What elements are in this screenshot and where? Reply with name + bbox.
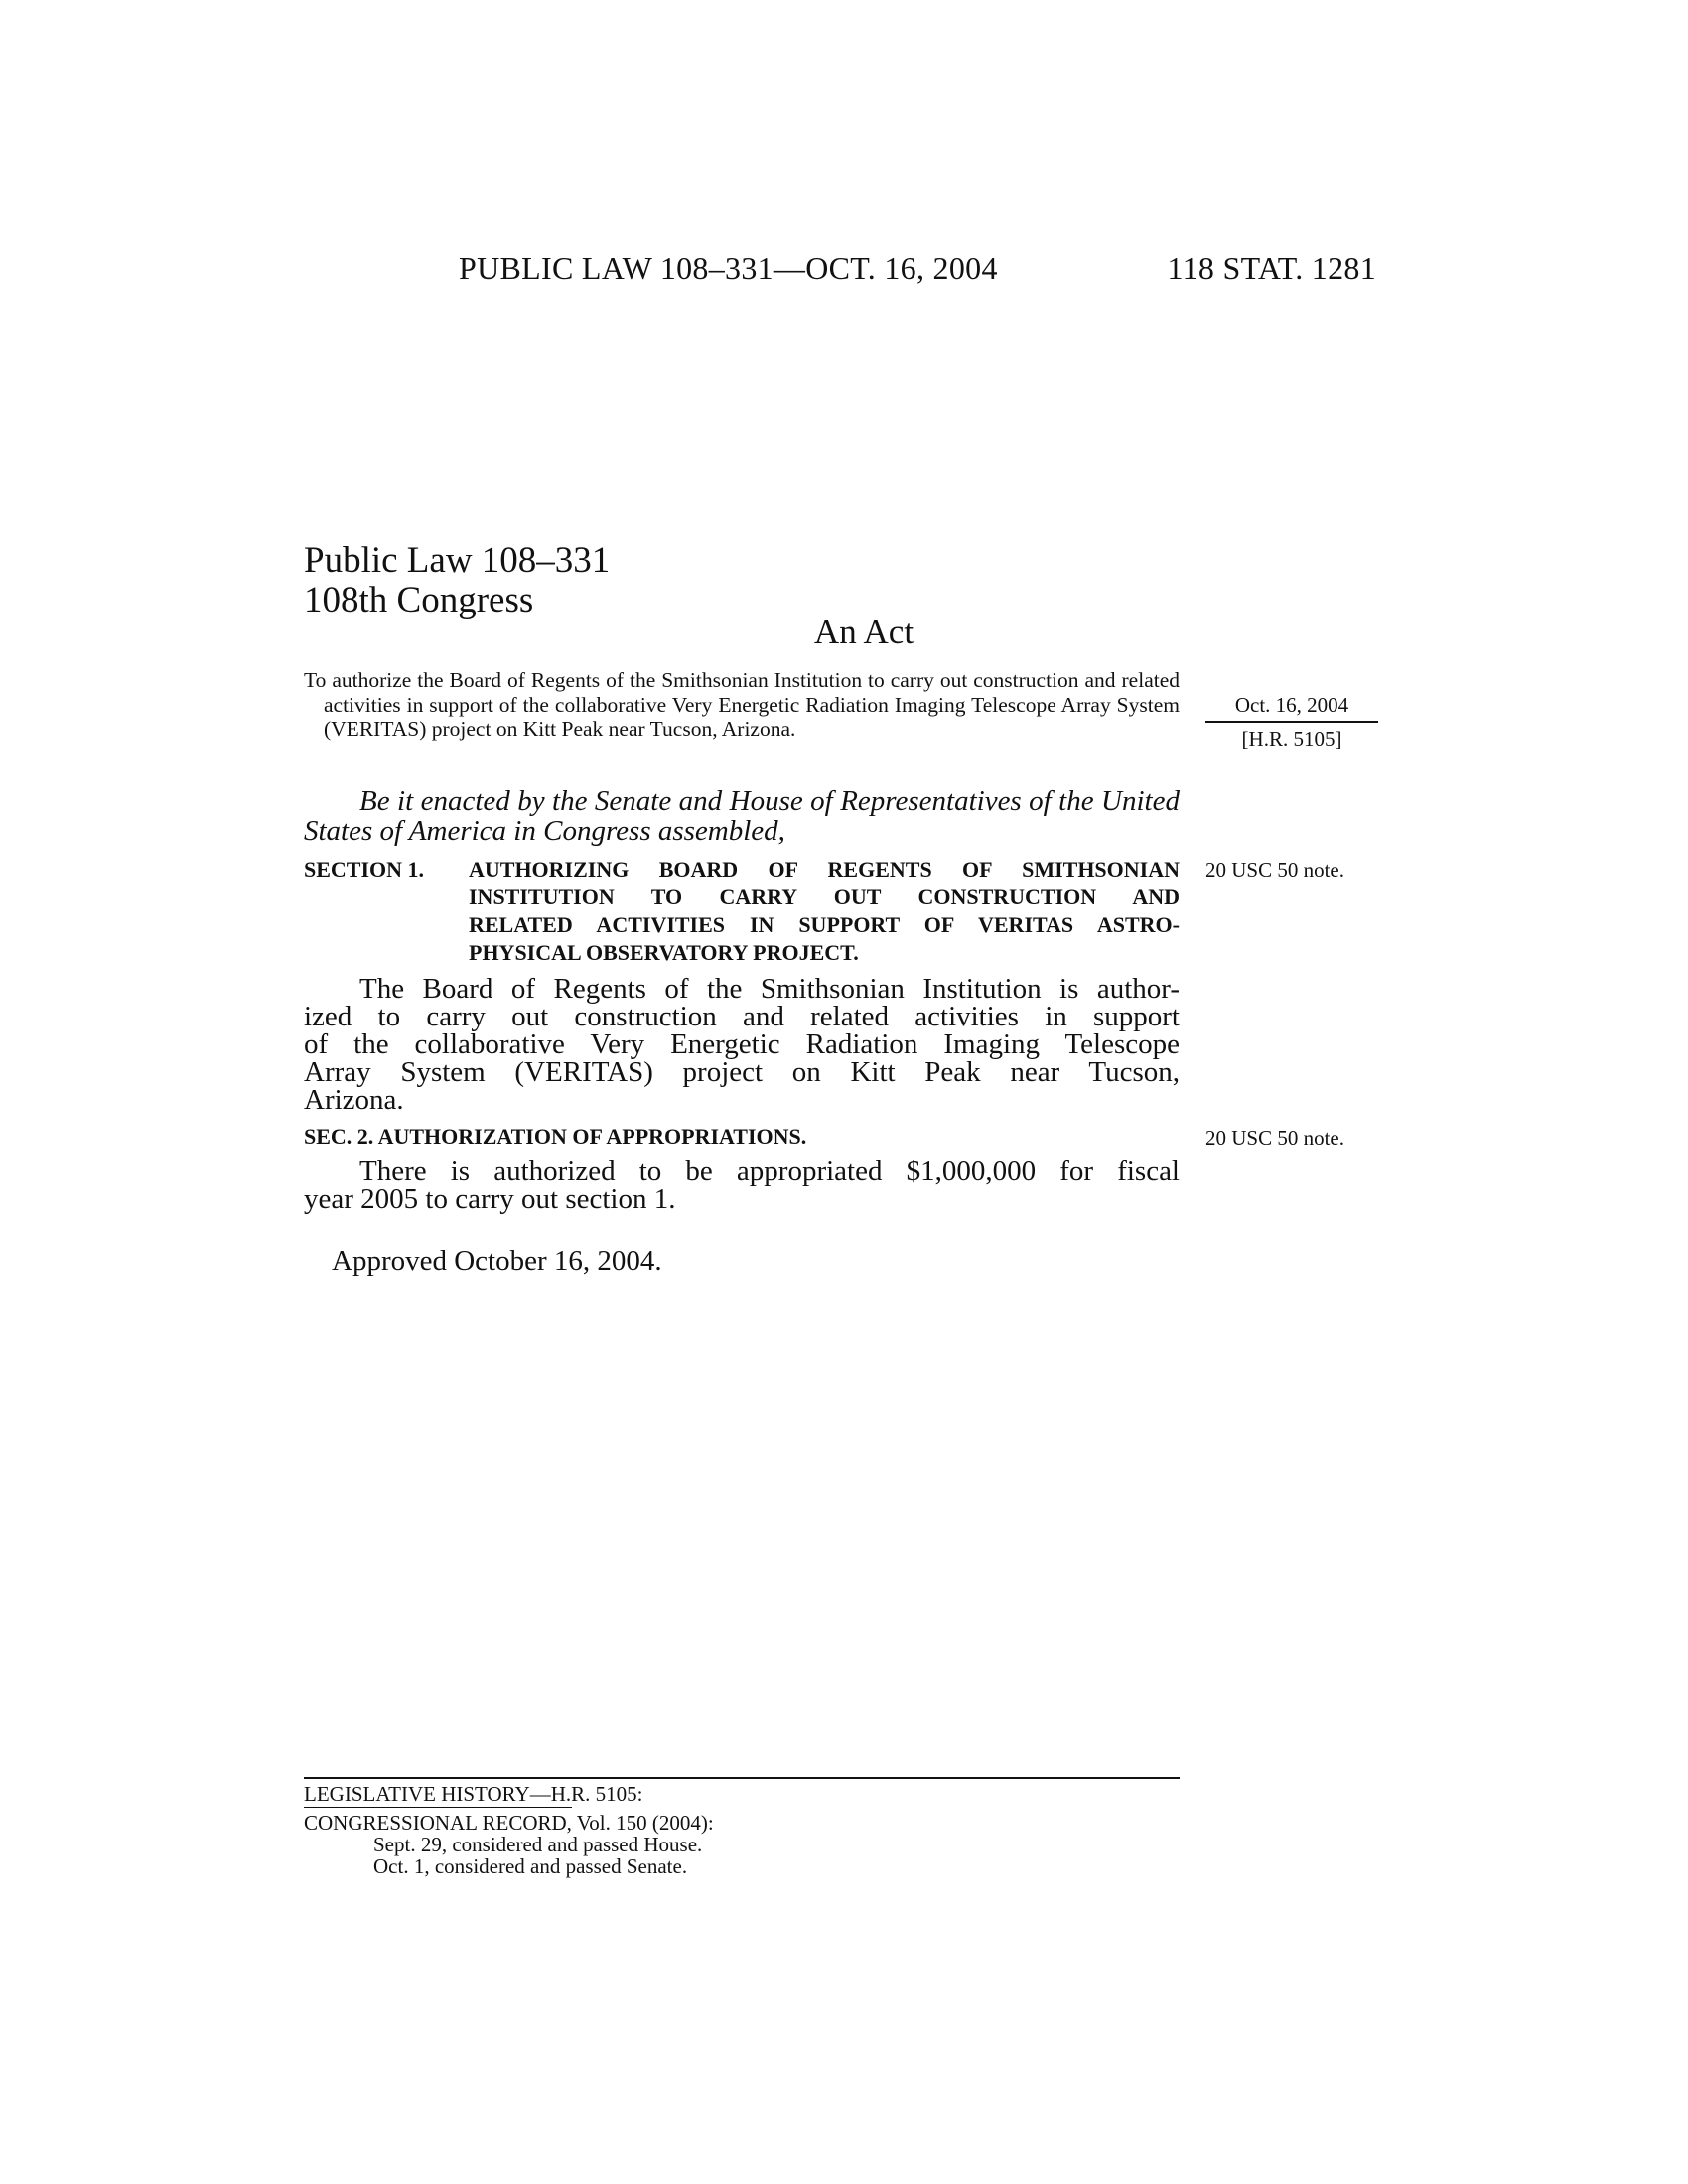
- legislative-history-underline: [304, 1807, 572, 1808]
- section-1-heading-line: RELATED ACTIVITIES IN SUPPORT OF VERITAS ASTRO-: [469, 912, 1180, 937]
- section-1-body-line: Array System (VERITAS) project on Kitt Peak near Tucson,: [304, 1056, 1180, 1088]
- section-1-body-line: of the collaborative Very Energetic Radiation Imaging Telescope: [304, 1028, 1180, 1060]
- enacting-clause: Be it enacted by the Senate and House of Representatives of the United States of America in Congress assembled,: [304, 785, 1180, 847]
- section-2-heading: SEC. 2. AUTHORIZATION OF APPROPRIATIONS.: [304, 1124, 807, 1149]
- congressional-record-reference: CONGRESSIONAL RECORD, Vol. 150 (2004):: [304, 1811, 714, 1835]
- section-1-heading-line: INSTITUTION TO CARRY OUT CONSTRUCTION AND: [469, 885, 1180, 909]
- law-title-block: [304, 541, 610, 620]
- congress-number: 108th Congress: [304, 580, 534, 620]
- section-1-label: SECTION 1.: [304, 857, 425, 882]
- section-2-body: [304, 1158, 1180, 1213]
- section-1-body-line: The Board of Regents of the Smithsonian Institution is author-: [359, 973, 1180, 1005]
- act-title: An Act: [813, 613, 914, 651]
- section-1-body-line: ized to carry out construction and related activities in support: [304, 1001, 1180, 1032]
- legislative-history-item: Sept. 29, considered and passed House.: [373, 1833, 703, 1856]
- section-1-heading-line: AUTHORIZING BOARD OF REGENTS OF SMITHSONIAN: [469, 857, 1180, 882]
- approval-date: Approved October 16, 2004.: [332, 1245, 662, 1277]
- legislative-history-item: Oct. 1, considered and passed Senate.: [373, 1854, 688, 1878]
- section-1-heading: [469, 856, 1180, 967]
- public-law-number: Public Law 108–331: [304, 540, 611, 581]
- margin-note-section-1: 20 USC 50 note.: [1205, 858, 1345, 882]
- section-1-heading-line: PHYSICAL OBSERVATORY PROJECT.: [469, 940, 859, 965]
- margin-divider: [1205, 721, 1378, 723]
- section-2-body-line: There is authorized to be appropriated $1,000,000 for fiscal: [359, 1156, 1180, 1187]
- margin-note-section-2: 20 USC 50 note.: [1205, 1126, 1345, 1150]
- running-head-citation: PUBLIC LAW 108–331—OCT. 16, 2004: [459, 250, 998, 286]
- margin-bill-number: [H.R. 5105]: [1241, 727, 1342, 751]
- section-2-body-line: year 2005 to carry out section 1.: [304, 1183, 676, 1215]
- footer-divider: [304, 1777, 1180, 1779]
- section-1-body: [304, 975, 1180, 1114]
- legislative-history-heading: LEGISLATIVE HISTORY—H.R. 5105:: [304, 1782, 643, 1806]
- section-1-body-line: Arizona.: [304, 1084, 404, 1116]
- purpose-statement: To authorize the Board of Regents of the Smithsonian Institution to carry out construction and related activities in support of the collaborative Very Energetic Radiation Imaging Telescope Array System (VERITAS) project on Kitt Peak near Tucson, Arizona.: [304, 668, 1180, 741]
- margin-date: Oct. 16, 2004: [1234, 693, 1349, 717]
- statute-page-number: 118 STAT. 1281: [1167, 250, 1376, 286]
